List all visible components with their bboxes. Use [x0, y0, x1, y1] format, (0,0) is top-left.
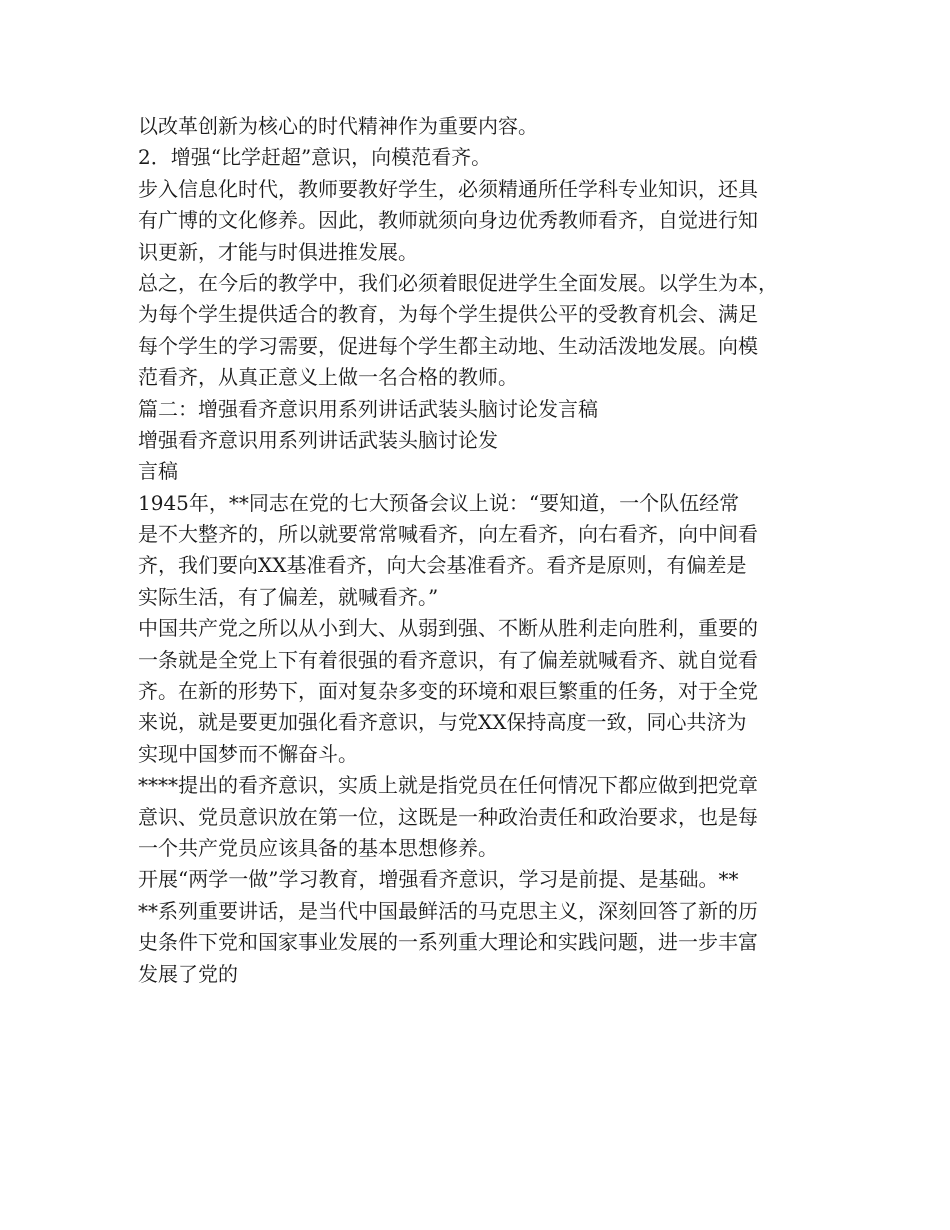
text-line: ****提出的看齐意识，实质上就是指党员在任何情况下都应做到把党章 — [138, 773, 758, 798]
text-line: 1945年，**同志在党的七大预备会议上说：“要知道，一个队伍经常 — [138, 490, 740, 515]
text-line: 实现中国梦而不懈奋斗。 — [138, 741, 358, 766]
article-subtitle: 增强看齐意识用系列讲话武装头脑讨论发 — [138, 427, 498, 452]
text-line: 是不大整齐的，所以就要常常喊看齐，向左看齐，向右看齐，向中间看 — [138, 522, 758, 547]
text-line: 识更新，才能与时俱进推发展。 — [138, 239, 418, 264]
text-line: 齐。在新的形势下，面对复杂多变的环境和艰巨繁重的任务，对于全党 — [138, 679, 758, 704]
text-line: 来说，就是要更加强化看齐意识，与党XX保持高度一致，同心共济为 — [138, 710, 747, 735]
text-line: 齐，我们要向XX基准看齐，向大会基准看齐。看齐是原则，有偏差是 — [138, 553, 747, 578]
text-line: 范看齐，从真正意义上做一名合格的教师。 — [138, 365, 518, 390]
text-line: 意识、党员意识放在第一位，这既是一种政治责任和政治要求，也是每 — [138, 804, 758, 829]
text-line: **系列重要讲话，是当代中国最鲜活的马克思主义，深刻回答了新的历 — [138, 898, 758, 923]
text-line: 为每个学生提供适合的教育，为每个学生提供公平的受教育机会、满足 — [138, 302, 758, 327]
text-line: 中国共产党之所以从小到大、从弱到强、不断从胜利走向胜利，重要的 — [138, 616, 758, 641]
text-line: 一条就是全党上下有着很强的看齐意识，有了偏差就喊看齐、就自觉看 — [138, 647, 758, 672]
text-line: 史条件下党和国家事业发展的一系列重大理论和实践问题，进一步丰富 — [138, 930, 758, 955]
section-heading: 2．增强“比学赶超”意识，向模范看齐。 — [138, 145, 492, 170]
text-line: 总之，在今后的教学中，我们必须着眼促进学生全面发展。以学生为本， — [138, 270, 778, 295]
text-line: 以改革创新为核心的时代精神作为重要内容。 — [138, 114, 538, 138]
text-line: 步入信息化时代，教师要教好学生，必须精通所任学科专业知识，还具 — [138, 176, 758, 201]
text-line: 发展了党的 — [138, 961, 238, 986]
article-title: 篇二：增强看齐意识用系列讲话武装头脑讨论发言稿 — [138, 396, 598, 421]
text-line: 有广博的文化修养。因此，教师就须向身边优秀教师看齐，自觉进行知 — [138, 208, 758, 233]
text-line: 开展“两学一做”学习教育，增强看齐意识，学习是前提、是基础。** — [138, 867, 739, 892]
text-line: 每个学生的学习需要，促进每个学生都主动地、生动活泼地发展。向模 — [138, 333, 758, 358]
document-body — [138, 111, 828, 990]
text-line: 一个共产党员应该具备的基本思想修养。 — [138, 835, 498, 860]
text-line: 实际生活，有了偏差，就喊看齐。” — [138, 584, 439, 609]
article-subtitle: 言稿 — [138, 459, 178, 484]
